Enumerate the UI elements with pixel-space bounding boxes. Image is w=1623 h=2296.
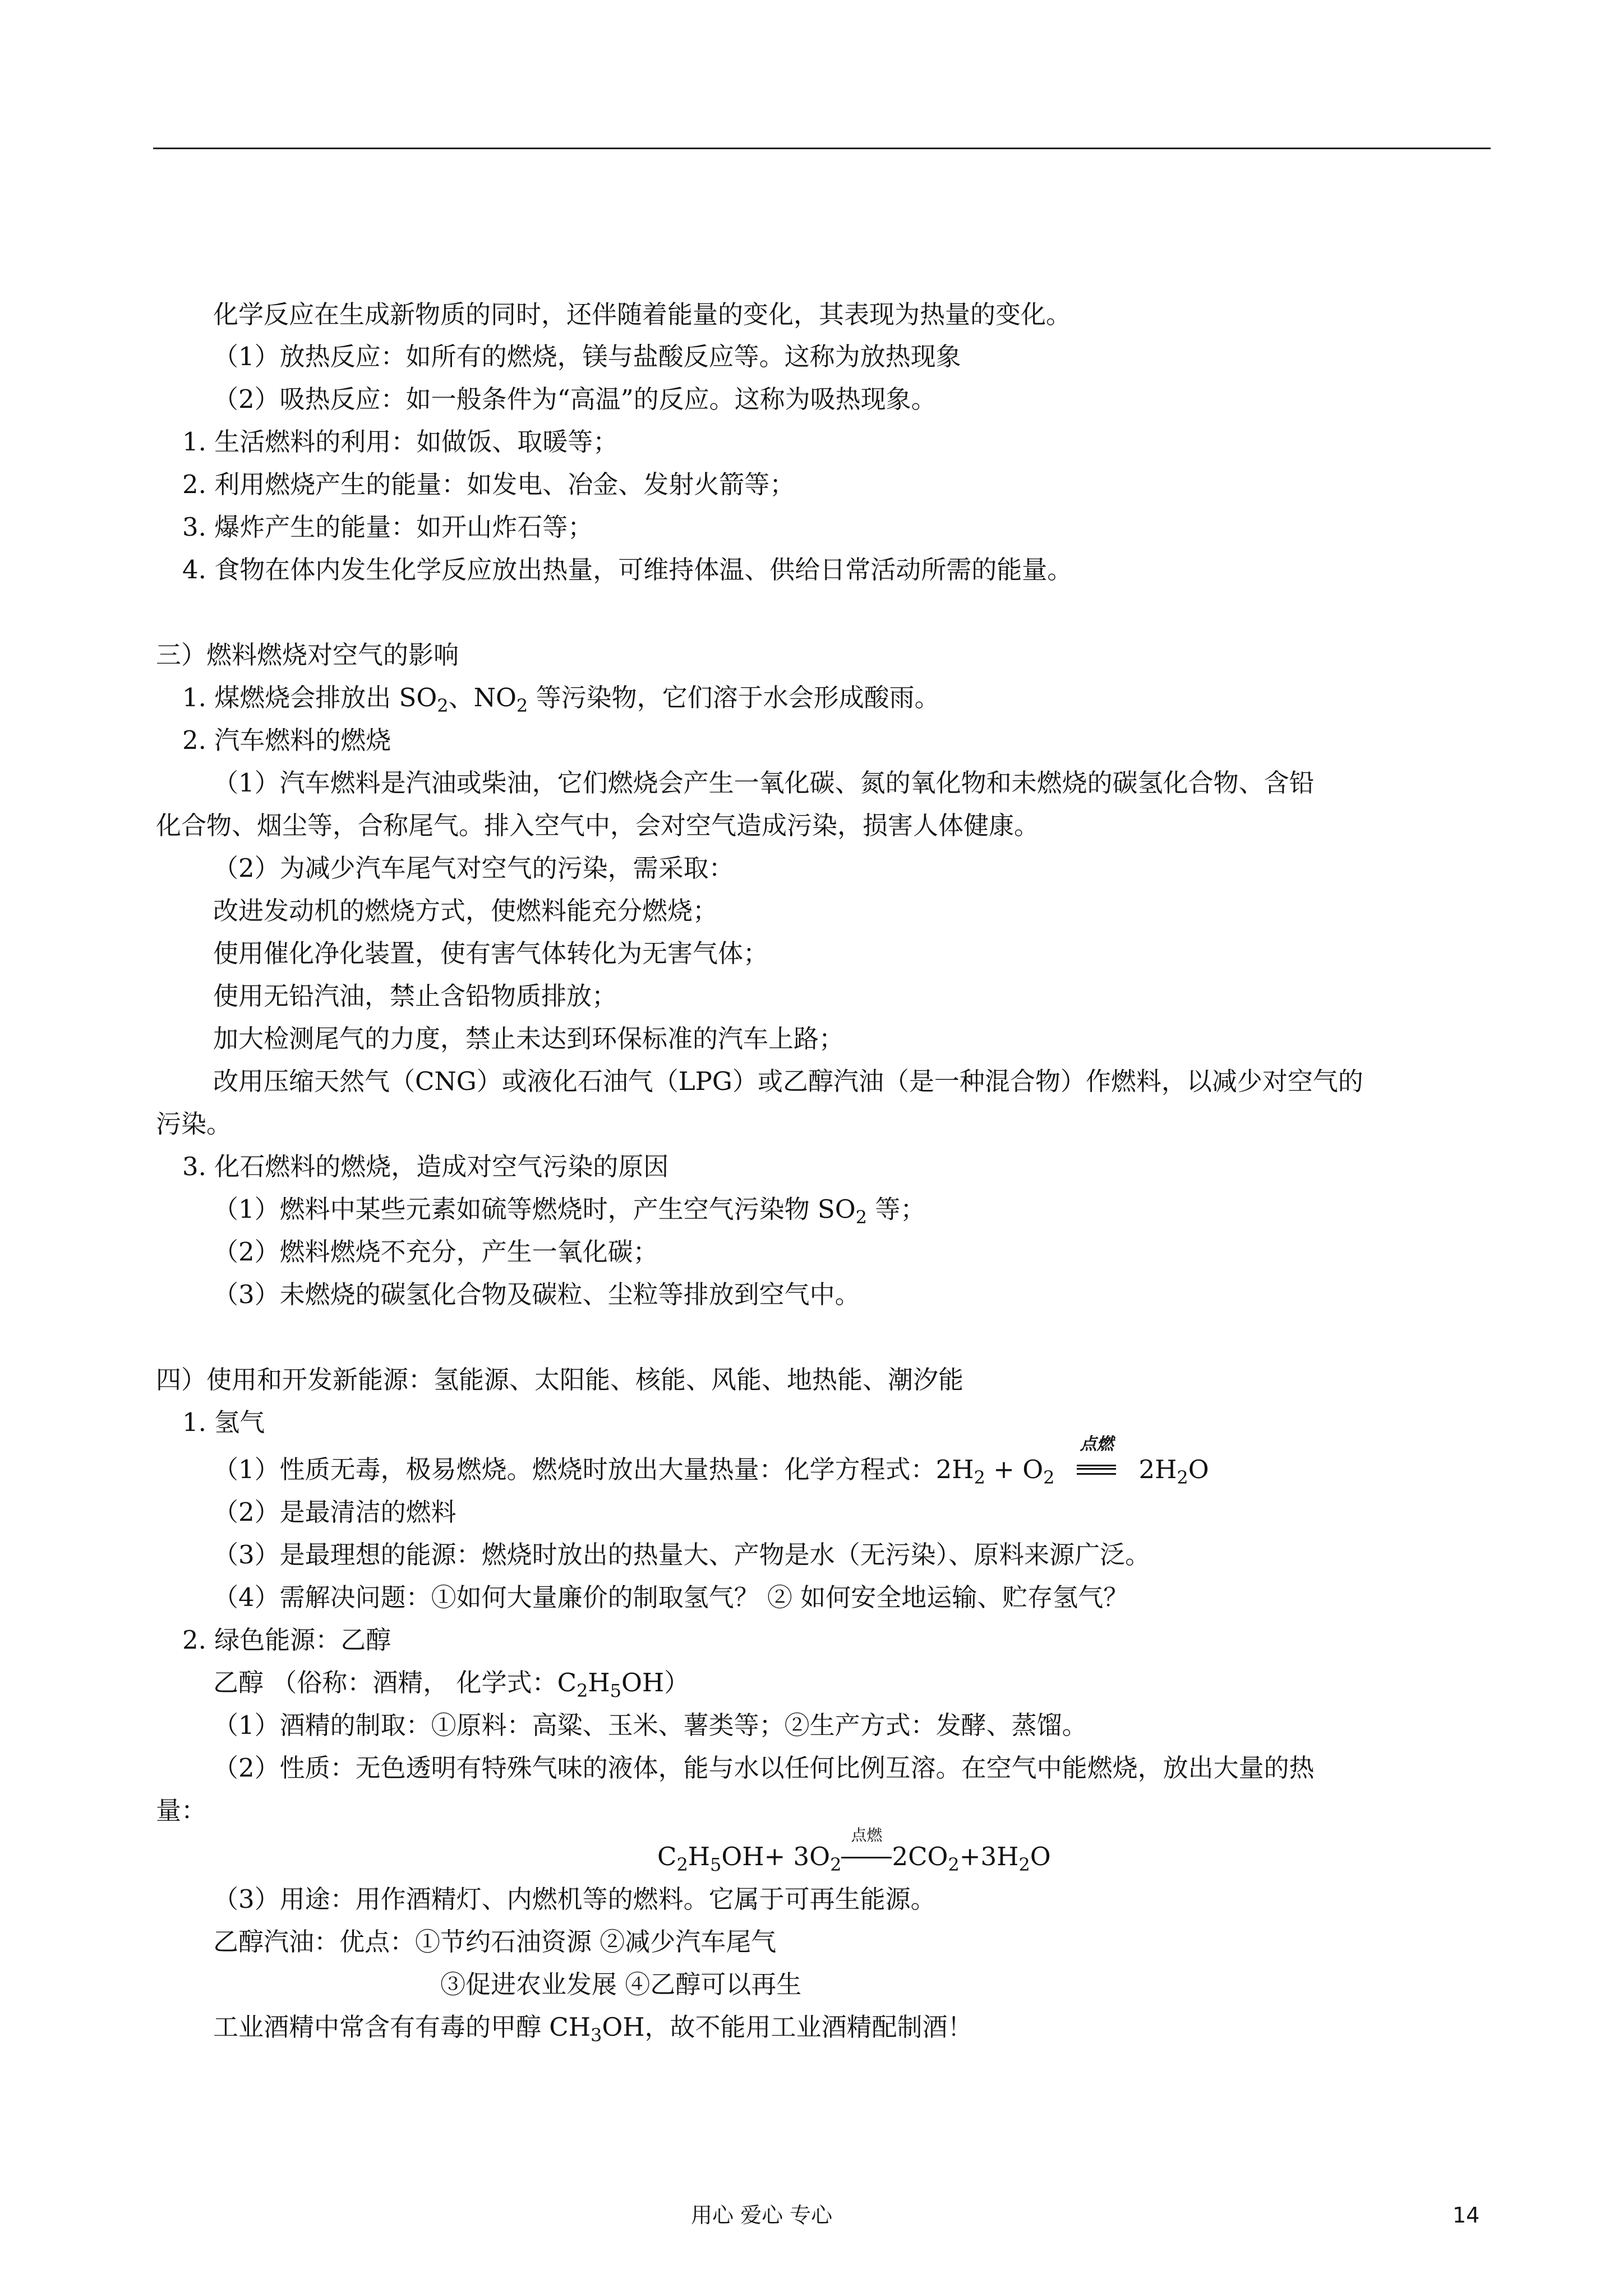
para-measures: （2）为减少汽车尾气对空气的污染，需采取： — [213, 853, 734, 883]
hydrogen-prop-3: （3）是最理想的能源：燃烧时放出的热量大、产物是水（无污染）、原料来源广泛。 — [213, 1540, 1151, 1570]
hydrogen-prop-4: （4）需解决问题：①如何大量廉价的制取氢气？ ② 如何安全地运输、贮存氢气？ — [213, 1582, 1129, 1612]
hydrogen-prop-2: （2）是最清洁的燃料 — [213, 1497, 457, 1527]
list-item-fossil: 3. 化石燃料的燃烧，造成对空气污染的原因 — [182, 1152, 669, 1181]
para-intro: 化学反应在生成新物质的同时，还伴随着能量的变化，其表现为热量的变化。 — [213, 300, 1072, 329]
cause-3: （3）未燃烧的碳氢化合物及碳粒、尘粒等排放到空气中。 — [213, 1280, 860, 1309]
header-rule — [153, 148, 1491, 149]
list-item-acid-rain: 1. 煤燃烧会排放出 $SO_2$、$NO_2$ 等污染物，它们溶于水会形成酸雨。 — [182, 683, 940, 716]
section-heading-3: 三）燃料燃烧对空气的影响 — [156, 640, 459, 670]
list-item-car-fuel: 2. 汽车燃料的燃烧 — [182, 725, 391, 755]
reaction-condition: 点燃 — [1077, 1453, 1116, 1487]
list-item-hydrogen: 1. 氢气 — [182, 1407, 265, 1437]
ethanol-props-cont: 量： — [156, 1796, 207, 1825]
measure-5-cont: 污染。 — [156, 1109, 232, 1139]
item-exothermic: （1）放热反应：如所有的燃烧，镁与盐酸反应等。这称为放热现象 — [213, 342, 961, 371]
measure-2: 使用催化净化装置，使有害气体转化为无害气体； — [213, 938, 769, 968]
hydrogen-prop-1: （1）性质无毒，极易燃烧。燃烧时放出大量热量：化学方程式：$2H_2 + O_2$ 点燃 $2H_2O$ — [213, 1434, 1209, 1488]
ethanol-gasoline-adv-1: 乙醇汽油：优点：①节约石油资源 ②减少汽车尾气 — [213, 1927, 777, 1957]
measure-5: 改用压缩天然气（CNG）或液化石油气（LPG）或乙醇汽油（是一种混合物）作燃料，以减少对空气的 — [213, 1066, 1363, 1096]
reaction-condition: 点燃 — [841, 1840, 892, 1874]
page-number: 14 — [1453, 2203, 1480, 2228]
footer-slogan: 用心 爱心 专心 — [691, 2203, 833, 2228]
ethanol-uses: （3）用途：用作酒精灯、内燃机等的燃料。它属于可再生能源。 — [213, 1884, 936, 1914]
measure-4: 加大检测尾气的力度，禁止未达到环保标准的汽车上路； — [213, 1024, 845, 1053]
section-heading-4: 四）使用和开发新能源：氢能源、太阳能、核能、风能、地热能、潮汐能 — [156, 1365, 964, 1395]
list-item-1: 1. 生活燃料的利用：如做饭、取暖等； — [182, 427, 619, 457]
para-exhaust-1: （1）汽车燃料是汽油或柴油，它们燃烧会产生一氧化碳、氮的氧化物和未燃烧的碳氢化合物、含铅 — [213, 768, 1315, 798]
cause-1: （1）燃料中某些元素如硫等燃烧时，产生空气污染物 $SO_2$ 等； — [213, 1194, 926, 1228]
list-item-ethanol: 2. 绿色能源：乙醇 — [182, 1625, 391, 1655]
list-item-2: 2. 利用燃烧产生的能量：如发电、冶金、发射火箭等； — [182, 470, 795, 499]
ethanol-formula: 乙醇 （俗称：酒精， 化学式：$C_2H_5OH$） — [213, 1668, 690, 1701]
measure-1: 改进发动机的燃烧方式，使燃料能充分燃烧； — [213, 896, 718, 926]
ethanol-props: （2）性质：无色透明有特殊气味的液体，能与水以任何比例互溶。在空气中能燃烧，放出大量的热 — [213, 1753, 1315, 1783]
cause-2: （2）燃料燃烧不充分，产生一氧化碳； — [213, 1237, 658, 1267]
para-exhaust-2: 化合物、烟尘等，合称尾气。排入空气中，会对空气造成污染，损害人体健康。 — [156, 811, 1040, 840]
measure-3: 使用无铅汽油，禁止含铅物质排放； — [213, 981, 617, 1011]
item-endothermic: （2）吸热反应：如一般条件为“高温”的反应。这称为吸热现象。 — [213, 384, 937, 414]
list-item-4: 4. 食物在体内发生化学反应放出热量，可维持体温、供给日常活动所需的能量。 — [182, 555, 1073, 585]
ethanol-gasoline-adv-2: ③促进农业发展 ④乙醇可以再生 — [440, 1970, 802, 1999]
list-item-3: 3. 爆炸产生的能量：如开山炸石等； — [182, 512, 593, 542]
ethanol-combustion-equation: $C_2H_5OH+ 3O_2$ 点燃 $2CO_2+3H_2O$ — [657, 1826, 1051, 1875]
methanol-warning: 工业酒精中常含有有毒的甲醇 $CH_3OH$，故不能用工业酒精配制酒！ — [213, 2012, 973, 2046]
ethanol-prep: （1）酒精的制取：①原料：高粱、玉米、薯类等；②生产方式：发酵、蒸馏。 — [213, 1710, 1087, 1740]
